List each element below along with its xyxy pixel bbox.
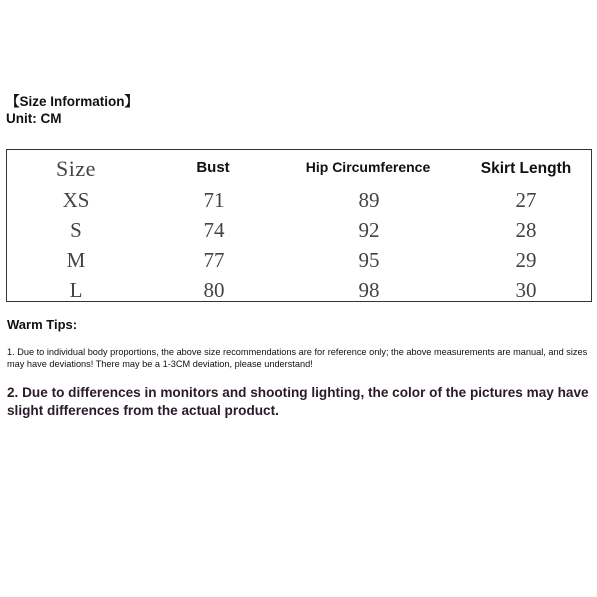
table-cell-bust: 74 (203, 218, 225, 242)
tip-1-text: 1. Due to individual body proportions, the above size recommendations are for reference only; the above measurements are manual, and sizes may have deviations! There may be a 1-3CM deviation, please understand! (7, 347, 588, 369)
table-cell-hip: 98 (358, 278, 380, 302)
table-cell-skirt-length: 29 (515, 248, 537, 272)
table-cell-hip: 89 (358, 188, 380, 212)
table-cell-bust: 71 (203, 188, 225, 212)
table-cell-size: M (66, 248, 86, 272)
table-cell-size: XS (62, 188, 90, 212)
table-cell-skirt-length: 30 (515, 278, 537, 302)
tip-2-text: 2. Due to differences in monitors and shooting lighting, the color of the pictures may have slight differences from the actual product. (7, 385, 589, 418)
table-cell-skirt-length: 28 (515, 218, 537, 242)
table-cell-size: L (69, 278, 83, 302)
table-cell-hip: 92 (358, 218, 380, 242)
column-header-size: Size (56, 156, 96, 181)
table-cell-bust: 77 (203, 248, 225, 272)
size-table (6, 149, 592, 302)
table-cell-skirt-length: 27 (515, 188, 537, 212)
table-cell-hip: 95 (358, 248, 380, 272)
column-header-skirt-length: Skirt Length (480, 160, 572, 177)
warm-tips-title: Warm Tips: (7, 317, 78, 332)
table-cell-size: S (70, 218, 82, 242)
table-cell-bust: 80 (203, 278, 225, 302)
size-information-title: 【Size Information】 Unit: CM (6, 94, 139, 126)
column-header-bust: Bust (196, 159, 230, 176)
column-header-hip: Hip Circumference (305, 159, 431, 175)
